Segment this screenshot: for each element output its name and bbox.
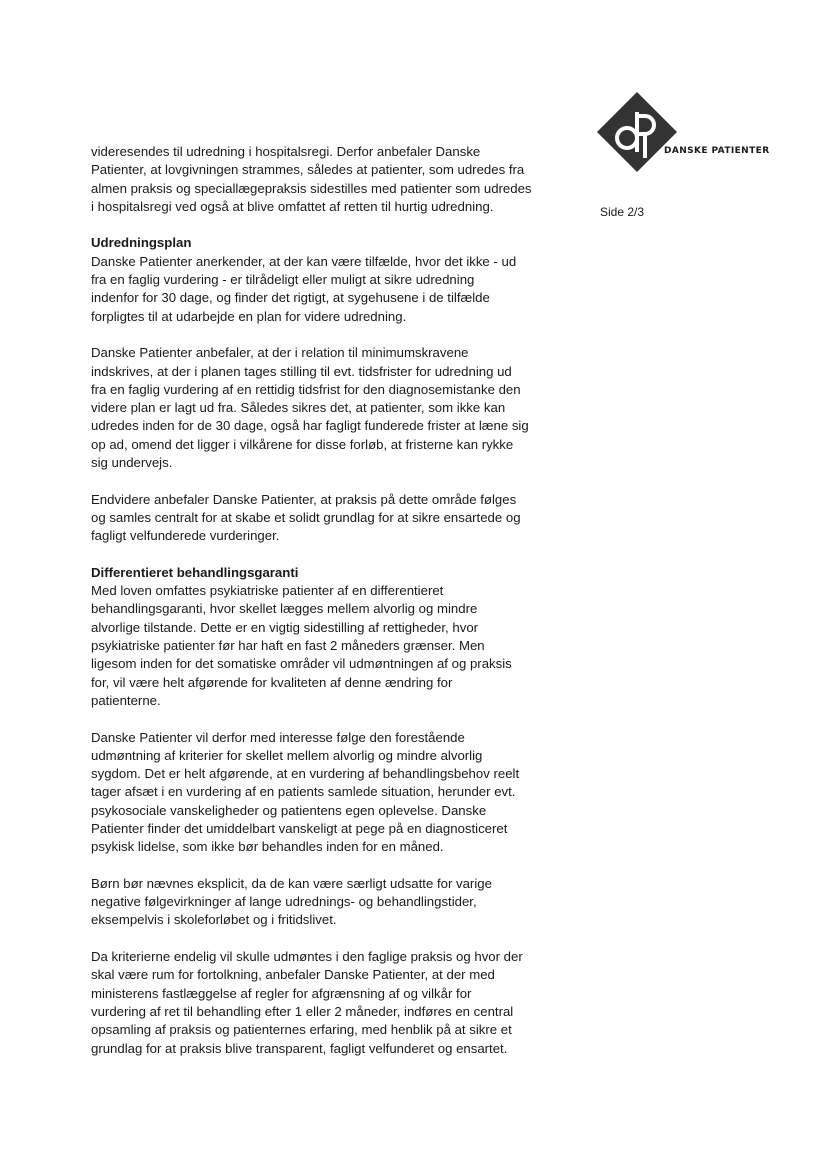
paragraph	[91, 491, 551, 546]
text-line: Børn bør nævnes eksplicit, da de kan være særligt udsatte for varige	[91, 875, 492, 891]
text-line: Patienter, at lovgivningen strammes, således at patienter, som udredes fra	[91, 162, 525, 178]
text-line: tager afsæt i en vurdering af en patients samlede situation, herunder evt.	[91, 784, 516, 800]
section-udredningsplan	[91, 234, 551, 545]
text-line: for, vil være helt afgørende for kvaliteten af denne ændring for	[91, 674, 453, 690]
text-line: i hospitalsregi ved også at blive omfattet af retten til hurtig udredning.	[91, 198, 494, 214]
text-line: vurdering af ret til behandling efter 1 eller 2 måneder, indføres en central	[91, 1003, 514, 1019]
text-line: patienterne.	[91, 692, 161, 708]
danske-patienter-logo	[597, 92, 677, 172]
page-number: Side 2/3	[600, 205, 645, 219]
logo-text: DANSKE PATIENTER	[664, 146, 770, 156]
text-line: Patienter finder det umiddelbart vanskeligt at pege på en diagnosticeret	[91, 820, 508, 836]
paragraph	[91, 729, 551, 857]
text-line: behandlingsgaranti, hvor skellet lægges mellem alvorlig og mindre	[91, 601, 478, 617]
text-line: ligesom inden for det somatiske områder vil udmøntningen af og praksis	[91, 656, 512, 672]
text-line: Danske Patienter vil derfor med interesse følge den forestående	[91, 729, 465, 745]
text-line: fra en faglig vurdering af en rettidig tidsfrist for den diagnosemistanke den	[91, 381, 521, 397]
text-line: psykiatriske patienter før har haft en fast 2 måneders grænser. Men	[91, 638, 485, 654]
text-line: fra en faglig vurdering - er tilrådeligt eller muligt at sikre udredning	[91, 272, 475, 288]
text-line: Danske Patienter anbefaler, at der i relation til minimumskravene	[91, 345, 469, 361]
text-line: negative følgevirkninger af lange udrednings- og behandlingstider,	[91, 894, 477, 910]
text-line: sygdom. Det er helt afgørende, at en vurdering af behandlingsbehov reelt	[91, 766, 520, 782]
text-line: indenfor for 30 dage, og finder det rigtigt, at sygehusene i de tilfælde	[91, 290, 490, 306]
text-line: indskrives, at der i planen tages stilling til evt. tidsfrister for udredning ud	[91, 363, 512, 379]
text-line: udmøntning af kriterier for skellet mellem alvorlig og mindre alvorlig	[91, 747, 483, 763]
text-line: Med loven omfattes psykiatriske patienter af en differentieret	[91, 583, 444, 599]
paragraph	[91, 253, 551, 326]
intro-paragraph	[91, 143, 551, 216]
text-line: og samles centralt for at skabe et solidt grundlag for at sikre ensartede og	[91, 509, 521, 525]
text-line: Endvidere anbefaler Danske Patienter, at praksis på dette område følges	[91, 491, 517, 507]
text-line: forpligtes til at udarbejde en plan for videre udredning.	[91, 308, 407, 324]
paragraph	[91, 948, 551, 1058]
logo-diamond-icon	[597, 92, 677, 172]
text-line: opsamling af praksis og patienternes erfaring, med henblik på at sikre et	[91, 1022, 512, 1038]
text-line: alvorlige tilstande. Dette er en vigtig sidestilling af rettigheder, hvor	[91, 619, 479, 635]
text-line: psykosociale vanskeligheder og patientens egen oplevelse. Danske	[91, 802, 487, 818]
text-line: fagligt velfunderede vurderinger.	[91, 528, 280, 544]
text-line: skal være rum for fortolkning, anbefaler Danske Patienter, at der med	[91, 967, 495, 983]
text-line: Danske Patienter anerkender, at der kan være tilfælde, hvor det ikke - ud	[91, 253, 517, 269]
paragraph	[91, 875, 551, 930]
text-line: videre plan er lagt ud fra. Således sikres det, at patienter, som ikke kan	[91, 400, 506, 416]
text-line: almen praksis og speciallægepraksis sidestilles med patienter som udredes	[91, 180, 532, 196]
paragraph	[91, 582, 551, 710]
text-line: udredes inden for de 30 dage, også har fagligt funderede frister at læne sig	[91, 418, 529, 434]
text-line: grundlag for at praksis blive transparent, fagligt velfunderet og ensartet.	[91, 1040, 508, 1056]
text-line: sig undervejs.	[91, 455, 173, 471]
document-body	[91, 143, 551, 1076]
text-line: videresendes til udredning i hospitalsregi. Derfor anbefaler Danske	[91, 144, 481, 159]
text-line: eksempelvis i skoleforløbet og i fritidslivet.	[91, 912, 337, 928]
paragraph	[91, 344, 551, 472]
text-line: ministerens fastlæggelse af regler for afgrænsning af og vilkår for	[91, 985, 472, 1001]
text-line: op ad, omend det ligger i vilkårene for disse forløb, at fristerne kan rykke	[91, 436, 514, 452]
section-heading: Udredningsplan	[91, 235, 192, 251]
section-differentieret-behandlingsgaranti	[91, 564, 551, 1058]
text-line: psykisk lidelse, som ikke bør behandles inden for en måned.	[91, 839, 444, 855]
text-line: Da kriterierne endelig vil skulle udmøntes i den faglige praksis og hvor der	[91, 949, 523, 965]
section-heading: Differentieret behandlingsgaranti	[91, 564, 299, 580]
